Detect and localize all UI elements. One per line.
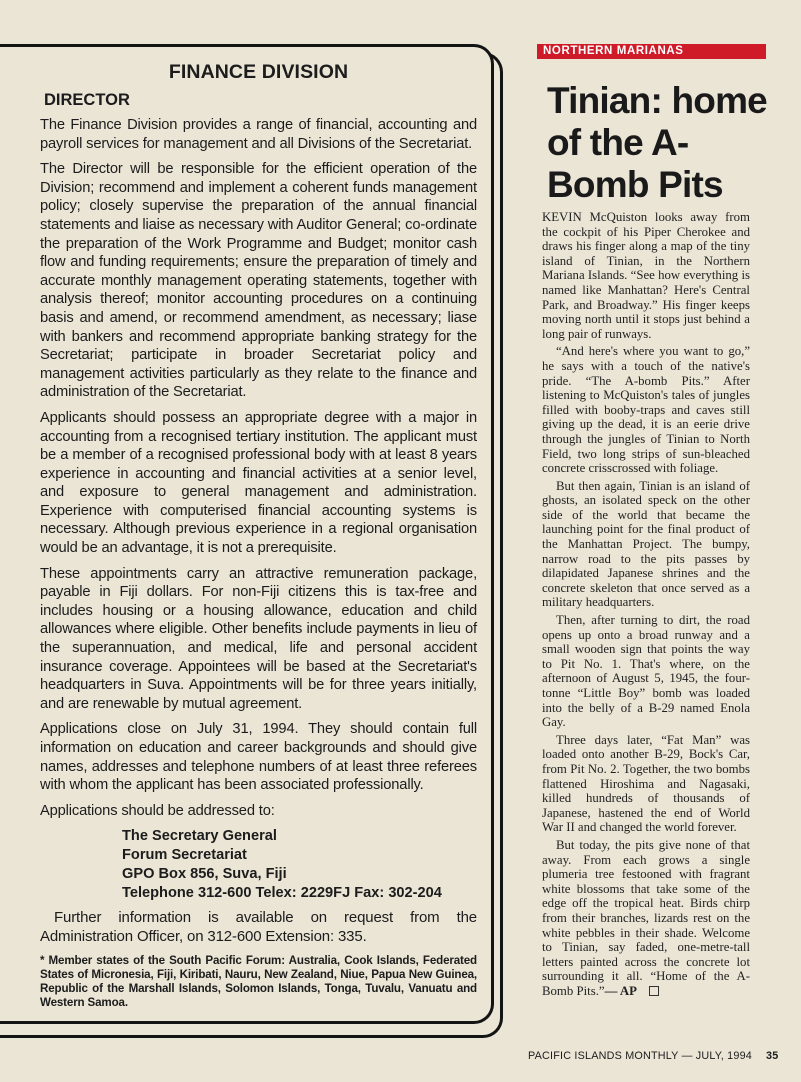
job-advertisement bbox=[0, 44, 494, 1024]
article-paragraph: KEVIN McQuiston looks away from the cockpit of his Piper Cherokee and draws his finger along a map of the tiny island of Tinian, in the Northern Mariana Islands. “See how everything is named like Manhattan? Here's Central Park, and Broadway.” His finger keeps moving north until it stops just behind a long pair of runways. bbox=[542, 210, 750, 341]
ad-paragraph: The Finance Division provides a range of financial, accounting and payroll services for management and all Divisions of the Secretariat. bbox=[40, 117, 477, 152]
ad-paragraph: The Director will be responsible for the efficient operation of the Division; recommend and implement a coherent funds management policy; closely supervise the preparation of the annual financial statements and liaise as necessary with Auditor General; co-ordinate the preparation of the Work Programme and Budget; monitor cash flow and funding requirements; ensure the preparation of timely and accurate monthly management operating statements, together with analysis thereof; monitor accounting procedures on a continuing basis and amend, or recommend amendment, as necessary; liase with bankers and recommend appropriate banking strategy for the Secretariat; participate in broader Secretariat policy and management activities particularly as they relate to the finance and administration of the Secretariat. bbox=[40, 161, 477, 401]
page-footer bbox=[528, 1050, 778, 1062]
ad-paragraph: Applications close on July 31, 1994. They should contain full information on education and career backgrounds and should give names, addresses and telephone numbers of at least three referees with whom the applicant has been associated professionally. bbox=[40, 721, 477, 794]
article-paragraph: But then again, Tinian is an island of ghosts, an isolated speck on the other side of the world that became the launching point for the final product of the Manhattan Project. The bumpy, narrow road to the pits passes by dilapidated Japanese shrines and the concrete skeleton that once served as a military headquarters. bbox=[542, 478, 750, 610]
address-line: The Secretary General bbox=[122, 828, 277, 845]
ad-paragraph: These appointments carry an attractive remuneration package, payable in Fiji dollars. For non-Fiji citizens this is tax-free and includes housing or a housing allowance, education and child allowances where eligible. Other benefits include payments in lieu of the superannuation, and medical, life and personal accident insurance coverage. Appointees will be based at the Secretariat's headquarters in Suva. Appointments will be for three years initially, and are renewable by mutual agreement. bbox=[40, 565, 477, 712]
further-information: Further information is available on request from the Administration Officer, on 312-600 Extension: 335. bbox=[40, 909, 477, 945]
member-states-footnote: * Member states of the South Pacific Forum: Australia, Cook Islands, Federated States of Micronesia, Fiji, Kiribati, Nauru, New Zealand, Niue, Papua New Guinea, Republic of the Marshall Islands, Solomon Islands, Tonga, Tuvalu, Vanuatu and Western Samoa. bbox=[40, 953, 477, 1009]
ad-paragraph: Applicants should possess an appropriate degree with a major in accounting from a recognised tertiary institution. The applicant must be a member of a recognised professional body with at least 8 years experience in accounting and financial activities at a senior level, and exposure to general management and administration. Experience with computerised financial accounting systems is necessary. Although previous experience in a regional organisation would be an advantage, it is not a prerequisite. bbox=[40, 409, 477, 557]
address-line: Telephone 312-600 Telex: 2229FJ Fax: 302-204 bbox=[122, 885, 442, 902]
ad-title: FINANCE DIVISION bbox=[168, 61, 349, 83]
article-byline: — AP bbox=[604, 983, 637, 998]
article-paragraph-text: But today, the pits give none of that away. From each grows a single plumeria tree festooned with fragrant white blossoms that take some of the edge off the tropical heat. Birds chirp from their branches, lizards rest on the white pebbles in their shade. Welcome to Tinian, say faded, one-metre-tall letters painted across the concrete lot surrounding it all. “Home of the A-Bomb Pits.” bbox=[542, 837, 750, 998]
article-paragraph: Three days later, “Fat Man” was loaded onto another B-29, Bock's Car, from Pit No. 2. Together, the two bombs flattened Hiroshima and Nagasaki, killed hundreds of thousands of Japanese, hastened the end of World War II and changed the world forever. bbox=[542, 732, 750, 835]
article-headline: Tinian: home of the A-Bomb Pits bbox=[547, 80, 767, 205]
page-number: 35 bbox=[766, 1050, 779, 1062]
mailing-address bbox=[122, 827, 477, 903]
ad-subtitle: DIRECTOR bbox=[44, 91, 130, 109]
section-label: NORTHERN MARIANAS bbox=[537, 44, 766, 59]
article-body bbox=[542, 210, 750, 1001]
publication-line: PACIFIC ISLANDS MONTHLY — JULY, 1994 bbox=[528, 1050, 753, 1062]
address-line: Forum Secretariat bbox=[122, 847, 247, 864]
end-mark-icon bbox=[649, 986, 659, 996]
article-paragraph: Then, after turning to dirt, the road opens up onto a broad runway and a small wooden sign that points the way to Pit No. 1. That's where, on the afternoon of August 5, 1945, the four-tonne “Little Boy” bomb was loaded into the belly of a B-29 named Enola Gay. bbox=[542, 613, 750, 730]
article-paragraph: “And here's where you want to go,” he says with a touch of the native's pride. “The A-bomb Pits.” After listening to McQuiston's tales of jungles filled with booby-traps and caves still giving up the dead, it is an eerie drive through the jungles of Tinian to North Field, two long strips of sun-bleached concrete crisscrossed with foliage. bbox=[542, 344, 750, 476]
ad-paragraph: Applications should be addressed to: bbox=[40, 802, 275, 819]
address-line: GPO Box 856, Suva, Fiji bbox=[122, 866, 287, 883]
article-paragraph-last bbox=[542, 838, 750, 999]
